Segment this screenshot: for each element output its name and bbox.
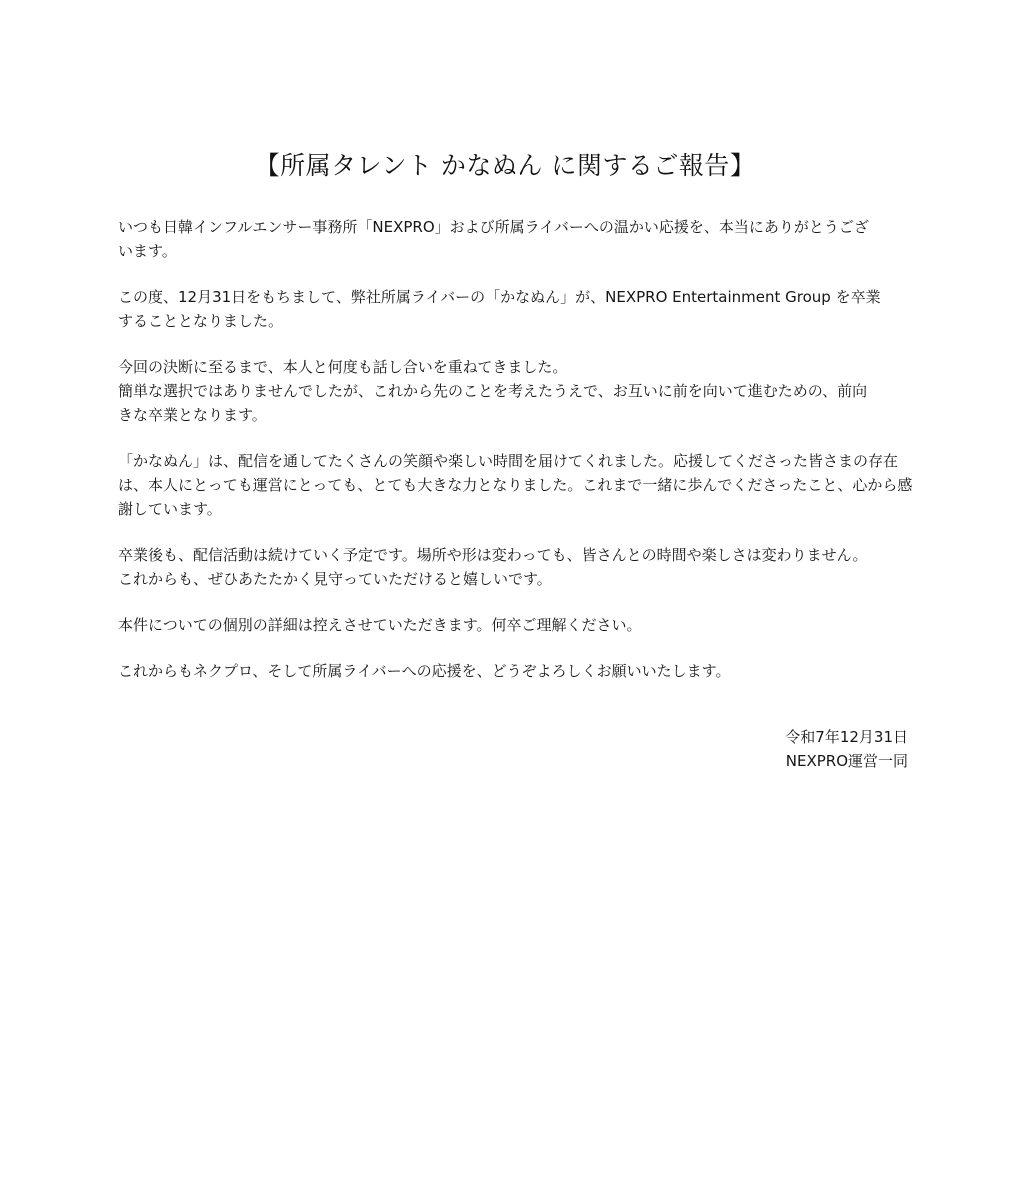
paragraph-line: これからもネクプロ、そして所属ライバーへの応援を、どうぞよろしくお願いいたします。 bbox=[118, 662, 731, 680]
paragraph-line: することとなりました。 bbox=[118, 312, 284, 330]
paragraph-announcement bbox=[118, 285, 906, 333]
paragraph-line: 卒業後も、配信活動は続けていく予定です。場所や形は変わっても、皆さんとの時間や楽しさは変わりません。 bbox=[118, 546, 868, 564]
document-title: 【所属タレント かなぬん に関するご報告】 bbox=[254, 151, 756, 180]
paragraph-closing bbox=[118, 659, 906, 683]
paragraph-line: 「かなぬん」は、配信を通してたくさんの笑顔や楽しい時間を届けてくれました。応援してくださった皆さまの存在 bbox=[118, 452, 899, 470]
paragraph-decision bbox=[118, 355, 906, 427]
paragraph-line: います。 bbox=[118, 242, 177, 260]
paragraph-line: は、本人にとっても運営にとっても、とても大きな力となりました。これまで一緒に歩んでくださったこと、心から感 bbox=[118, 476, 913, 494]
paragraph-line: きな卒業となります。 bbox=[118, 406, 267, 424]
paragraph-line: 本件についての個別の詳細は控えさせていただきます。何卒ご理解ください。 bbox=[118, 616, 642, 634]
paragraph-line: 今回の決断に至るまで、本人と何度も話し合いを重ねてきました。 bbox=[118, 358, 568, 376]
signature-date: 令和7年12月31日 bbox=[785, 728, 908, 746]
paragraph-thanks bbox=[118, 215, 906, 263]
paragraph-line: これからも、ぜひあたたかく見守っていただけると嬉しいです。 bbox=[118, 570, 552, 588]
paragraph-details-note bbox=[118, 613, 906, 637]
paragraph-line: この度、12月31日をもちまして、弊社所属ライバーの「かなぬん」が、NEXPRO Entertainment Group を卒業 bbox=[118, 288, 881, 306]
document-body bbox=[118, 215, 913, 705]
paragraph-future-activities bbox=[118, 543, 906, 591]
signature-sender: NEXPRO運営一同 bbox=[785, 752, 908, 770]
paragraph-line: いつも日韓インフルエンサー事務所「NEXPRO」および所属ライバーへの温かい応援を、本当にありがとうござ bbox=[118, 218, 869, 236]
paragraph-gratitude bbox=[118, 449, 913, 521]
signature-block bbox=[785, 725, 908, 773]
paragraph-line: 謝しています。 bbox=[118, 500, 222, 518]
paragraph-line: 簡単な選択ではありませんでしたが、これから先のことを考えたうえで、お互いに前を向いて進むための、前向 bbox=[118, 382, 868, 400]
